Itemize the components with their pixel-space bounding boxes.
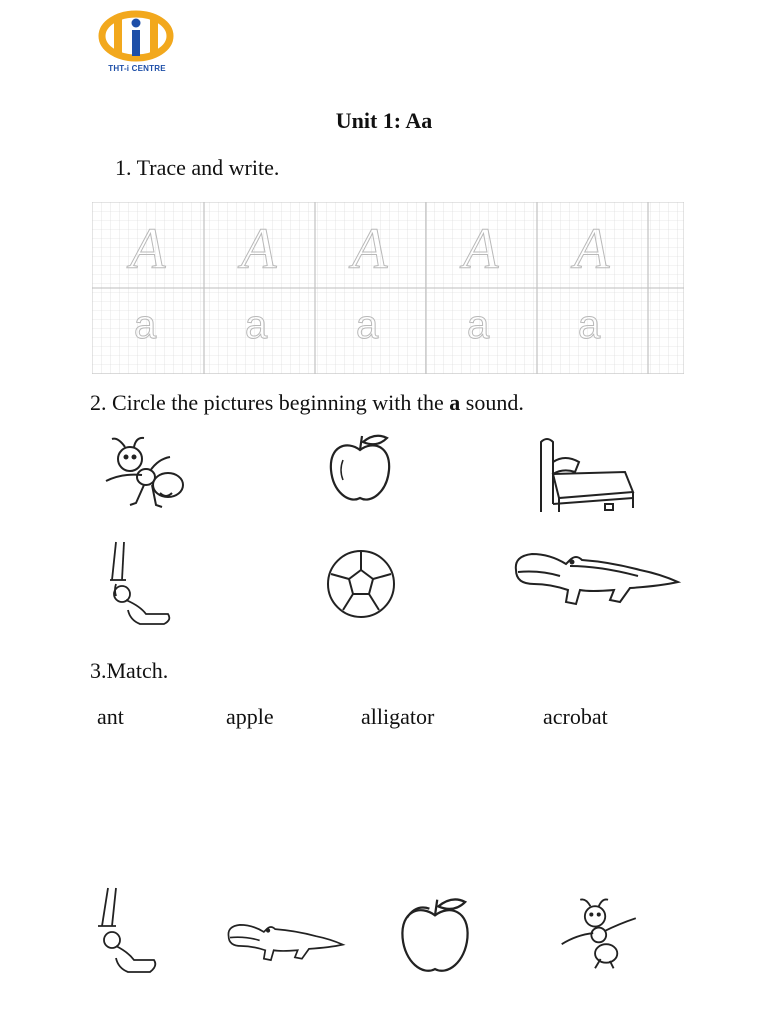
apple-icon[interactable]	[395, 893, 475, 978]
alligator-icon[interactable]	[220, 915, 350, 970]
ant-icon[interactable]	[100, 435, 195, 513]
trace-upper-a[interactable]: A	[130, 216, 166, 281]
bed-icon[interactable]	[535, 432, 640, 518]
acrobat-icon[interactable]	[88, 886, 163, 978]
trace-lower-a[interactable]: a	[134, 303, 157, 347]
trace-upper-a[interactable]: A	[463, 216, 499, 281]
trace-lower-a[interactable]: a	[245, 303, 268, 347]
alligator-icon[interactable]	[510, 540, 682, 618]
ball-icon[interactable]	[325, 548, 397, 620]
match-word[interactable]: apple	[226, 704, 274, 729]
trace-upper-a[interactable]: A	[574, 216, 610, 281]
page-title: Unit 1: Aa	[335, 108, 433, 133]
tracing-grid	[92, 202, 684, 374]
logo-brand-text: THT-i CENTRE	[108, 64, 166, 73]
apple-icon[interactable]	[325, 430, 395, 506]
trace-upper-a[interactable]: A	[241, 216, 277, 281]
match-word[interactable]: acrobat	[543, 704, 608, 729]
sound-letter: a	[449, 390, 461, 415]
acrobat-icon[interactable]	[100, 540, 178, 628]
match-word[interactable]: ant	[97, 704, 124, 729]
trace-upper-a[interactable]: A	[352, 216, 388, 281]
section-1-heading: 1. Trace and write.	[115, 155, 280, 180]
trace-lower-a[interactable]: a	[356, 303, 379, 347]
ant-icon[interactable]	[558, 893, 646, 975]
trace-lower-a[interactable]: a	[578, 303, 601, 347]
match-word[interactable]: alligator	[361, 704, 435, 729]
trace-lower-a[interactable]: a	[467, 303, 490, 347]
section-3-heading: 3.Match.	[90, 658, 169, 683]
section-2-heading: 2. Circle the pictures beginning with the a sound.	[90, 390, 524, 415]
